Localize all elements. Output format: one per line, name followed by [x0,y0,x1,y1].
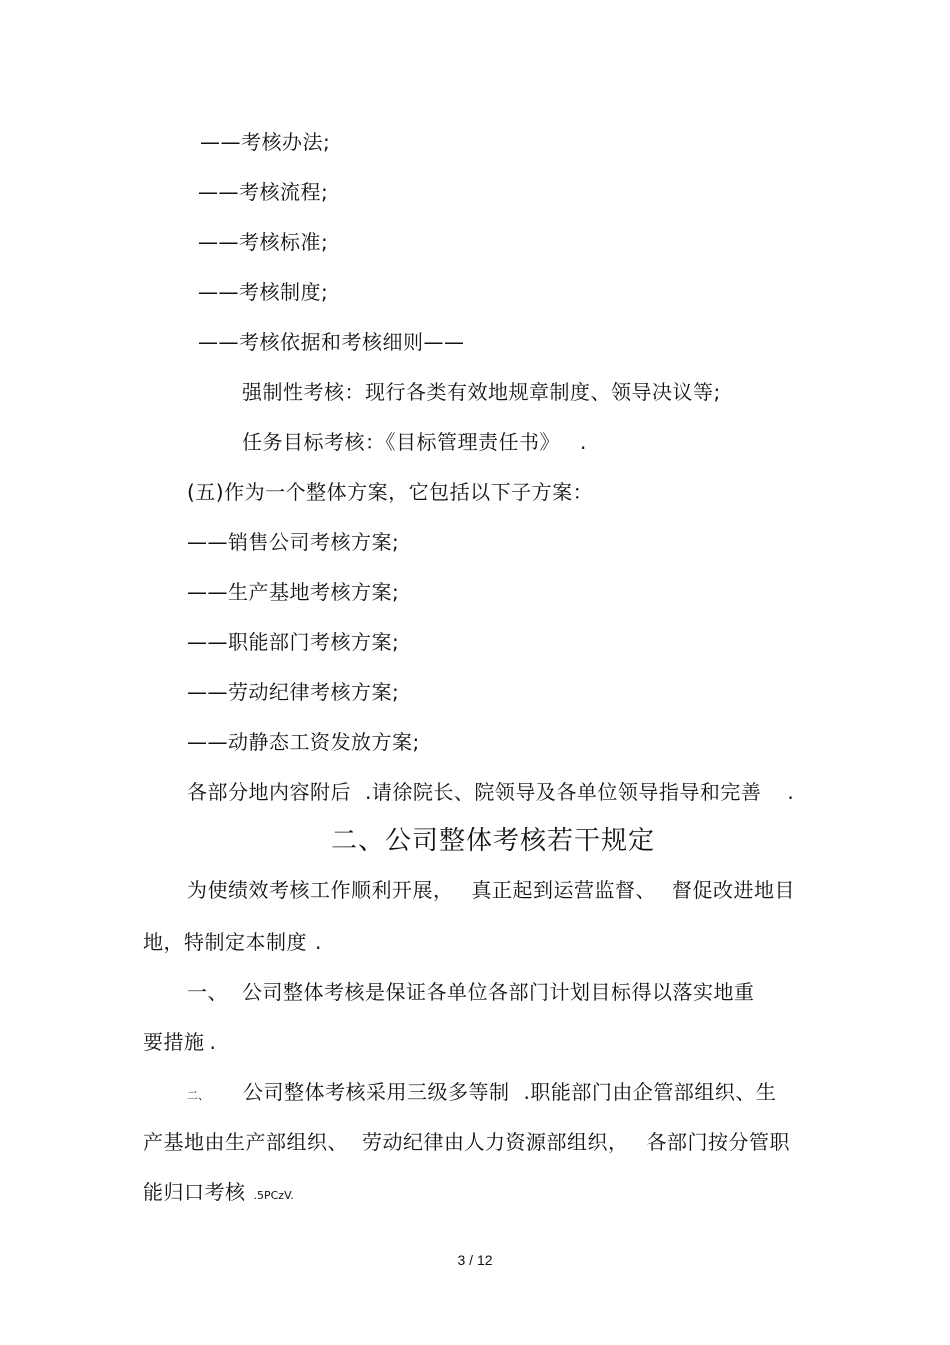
paragraph-text: 公司整体考核是保证各单位各部门计划目标得以落实地重 [242,980,755,1004]
paragraph-text: 要措施 [143,1030,205,1054]
text-appendix-note [187,778,794,806]
paragraph-text: 真正起到运营监督、 [471,878,656,902]
paragraph-2-line-1 [187,978,755,1006]
paragraph-3-line-1 [187,1078,776,1110]
paragraph-text: 劳动纪律由人力资源部组织， [362,1130,629,1154]
artifact-text: .5PCzV. [253,1189,294,1202]
text-sub-plans-intro: (五)作为一个整体方案，它包括以下子方案： [187,480,594,504]
text-mandatory-assessment: 强制性考核：现行各类有效地规章制度、领导决议等; [242,380,721,404]
paragraph-text: 地，特制定本制度 [143,930,307,954]
list-item-assessment-process: ——考核流程; [198,180,329,204]
task-target-text: 任务目标考核：《目标管理责任书》 [242,430,560,454]
list-item-discipline-plan: ——劳动纪律考核方案; [187,680,400,704]
list-item-assessment-standard: ——考核标准; [198,230,329,254]
list-item-assessment-method: ——考核办法; [200,130,331,154]
period: . [580,430,587,454]
paragraph-text: 能归口考核 [143,1180,246,1204]
list-item-production-plan: ——生产基地考核方案; [187,580,400,604]
period: . [315,930,322,954]
paragraph-1-line-2 [143,928,322,956]
section-heading: 二、公司整体考核若干规定 [330,826,655,856]
text-task-target-assessment [242,428,587,456]
paragraph-1-line-1 [187,876,795,904]
list-item-assessment-basis: ——考核依据和考核细则—— [198,330,465,354]
paragraph-text: 为使绩效考核工作顺利开展， [187,878,454,902]
paragraph-text: 公司整体考核采用三级多等制 [243,1080,510,1104]
list-item-sales-plan: ——销售公司考核方案; [187,530,400,554]
paragraph-2-line-2 [143,1028,216,1056]
page-number: 3 / 12 [457,1252,493,1268]
item-number: 一、 [187,980,228,1004]
paragraph-text: 督促改进地目 [672,878,795,902]
list-item-assessment-system: ——考核制度; [198,280,329,304]
period: . [787,780,795,804]
list-item-wage-plan: ——动静态工资发放方案; [187,730,420,754]
paragraph-3-line-2 [143,1128,790,1156]
paragraph-3-line-3 [143,1178,294,1210]
list-item-functional-plan: ——职能部门考核方案; [187,630,400,654]
paragraph-text: 产基地由生产部组织、 [143,1130,348,1154]
appendix-text: 各部分地内容附后 [187,780,351,804]
paragraph-text: 各部门按分管职 [646,1130,790,1154]
period: . [209,1030,217,1054]
paragraph-text: .职能部门由企管部组织、生 [523,1080,777,1104]
item-number: 二、 [187,1089,209,1102]
request-text: .请徐院长、院领导及各单位领导指导和完善 [365,780,762,804]
